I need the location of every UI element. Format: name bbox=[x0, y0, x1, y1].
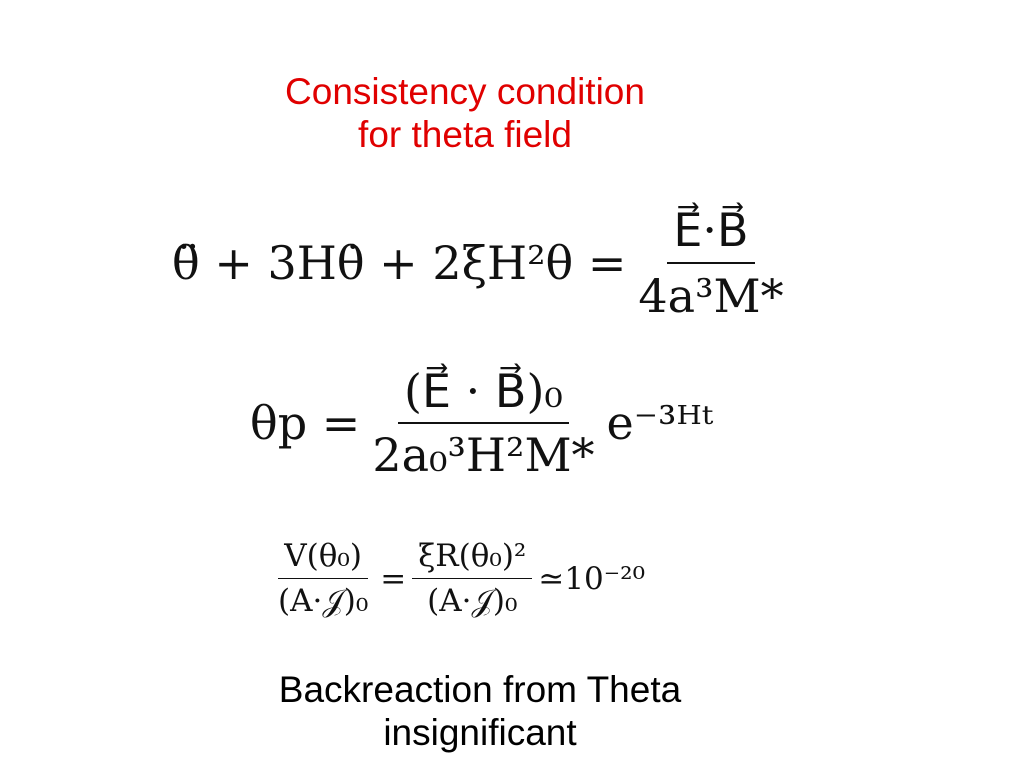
equation-ratio-value: ≃10⁻²⁰ bbox=[538, 560, 645, 597]
equation-theta-motion-fraction bbox=[632, 198, 789, 328]
equation-theta-motion bbox=[172, 198, 796, 328]
conclusion-line-2: insignificant bbox=[383, 712, 577, 753]
slide-conclusion bbox=[0, 668, 960, 754]
equation-theta-motion-denominator: 4a³M* bbox=[638, 269, 784, 323]
equation-ratio-denominator-2: (A·𝒥)₀ bbox=[427, 583, 518, 619]
equation-ratio-fraction-1 bbox=[272, 534, 374, 623]
equation-theta-motion-lhs: θ̈ + 3Hθ̇ + 2ξH²θ = bbox=[172, 236, 627, 290]
equation-theta-particular-numerator: (E⃗ · B⃗)₀ bbox=[398, 360, 569, 424]
equation-theta-particular bbox=[250, 360, 713, 486]
equation-theta-motion-numerator: E⃗·B⃗ bbox=[667, 198, 754, 264]
equation-theta-particular-exponential: e⁻³ᴴᵗ bbox=[606, 396, 714, 450]
conclusion-line-1: Backreaction from Theta bbox=[278, 669, 682, 710]
equation-ratio-numerator-2: ξR(θ₀)² bbox=[412, 534, 532, 579]
equation-ratio bbox=[266, 534, 645, 623]
equation-theta-particular-fraction bbox=[366, 360, 600, 486]
title-line-2: for theta field bbox=[358, 114, 572, 155]
equation-ratio-numerator-1: V(θ₀) bbox=[278, 534, 368, 579]
equation-ratio-equals: = bbox=[380, 560, 407, 597]
equation-theta-particular-denominator: 2a₀³H²M* bbox=[372, 428, 595, 482]
slide-title bbox=[0, 70, 930, 156]
equation-ratio-denominator-1: (A·𝒥)₀ bbox=[278, 583, 369, 619]
title-line-1: Consistency condition bbox=[285, 71, 645, 112]
equation-theta-particular-lhs: θp = bbox=[250, 396, 361, 450]
equation-ratio-fraction-2 bbox=[412, 534, 532, 623]
